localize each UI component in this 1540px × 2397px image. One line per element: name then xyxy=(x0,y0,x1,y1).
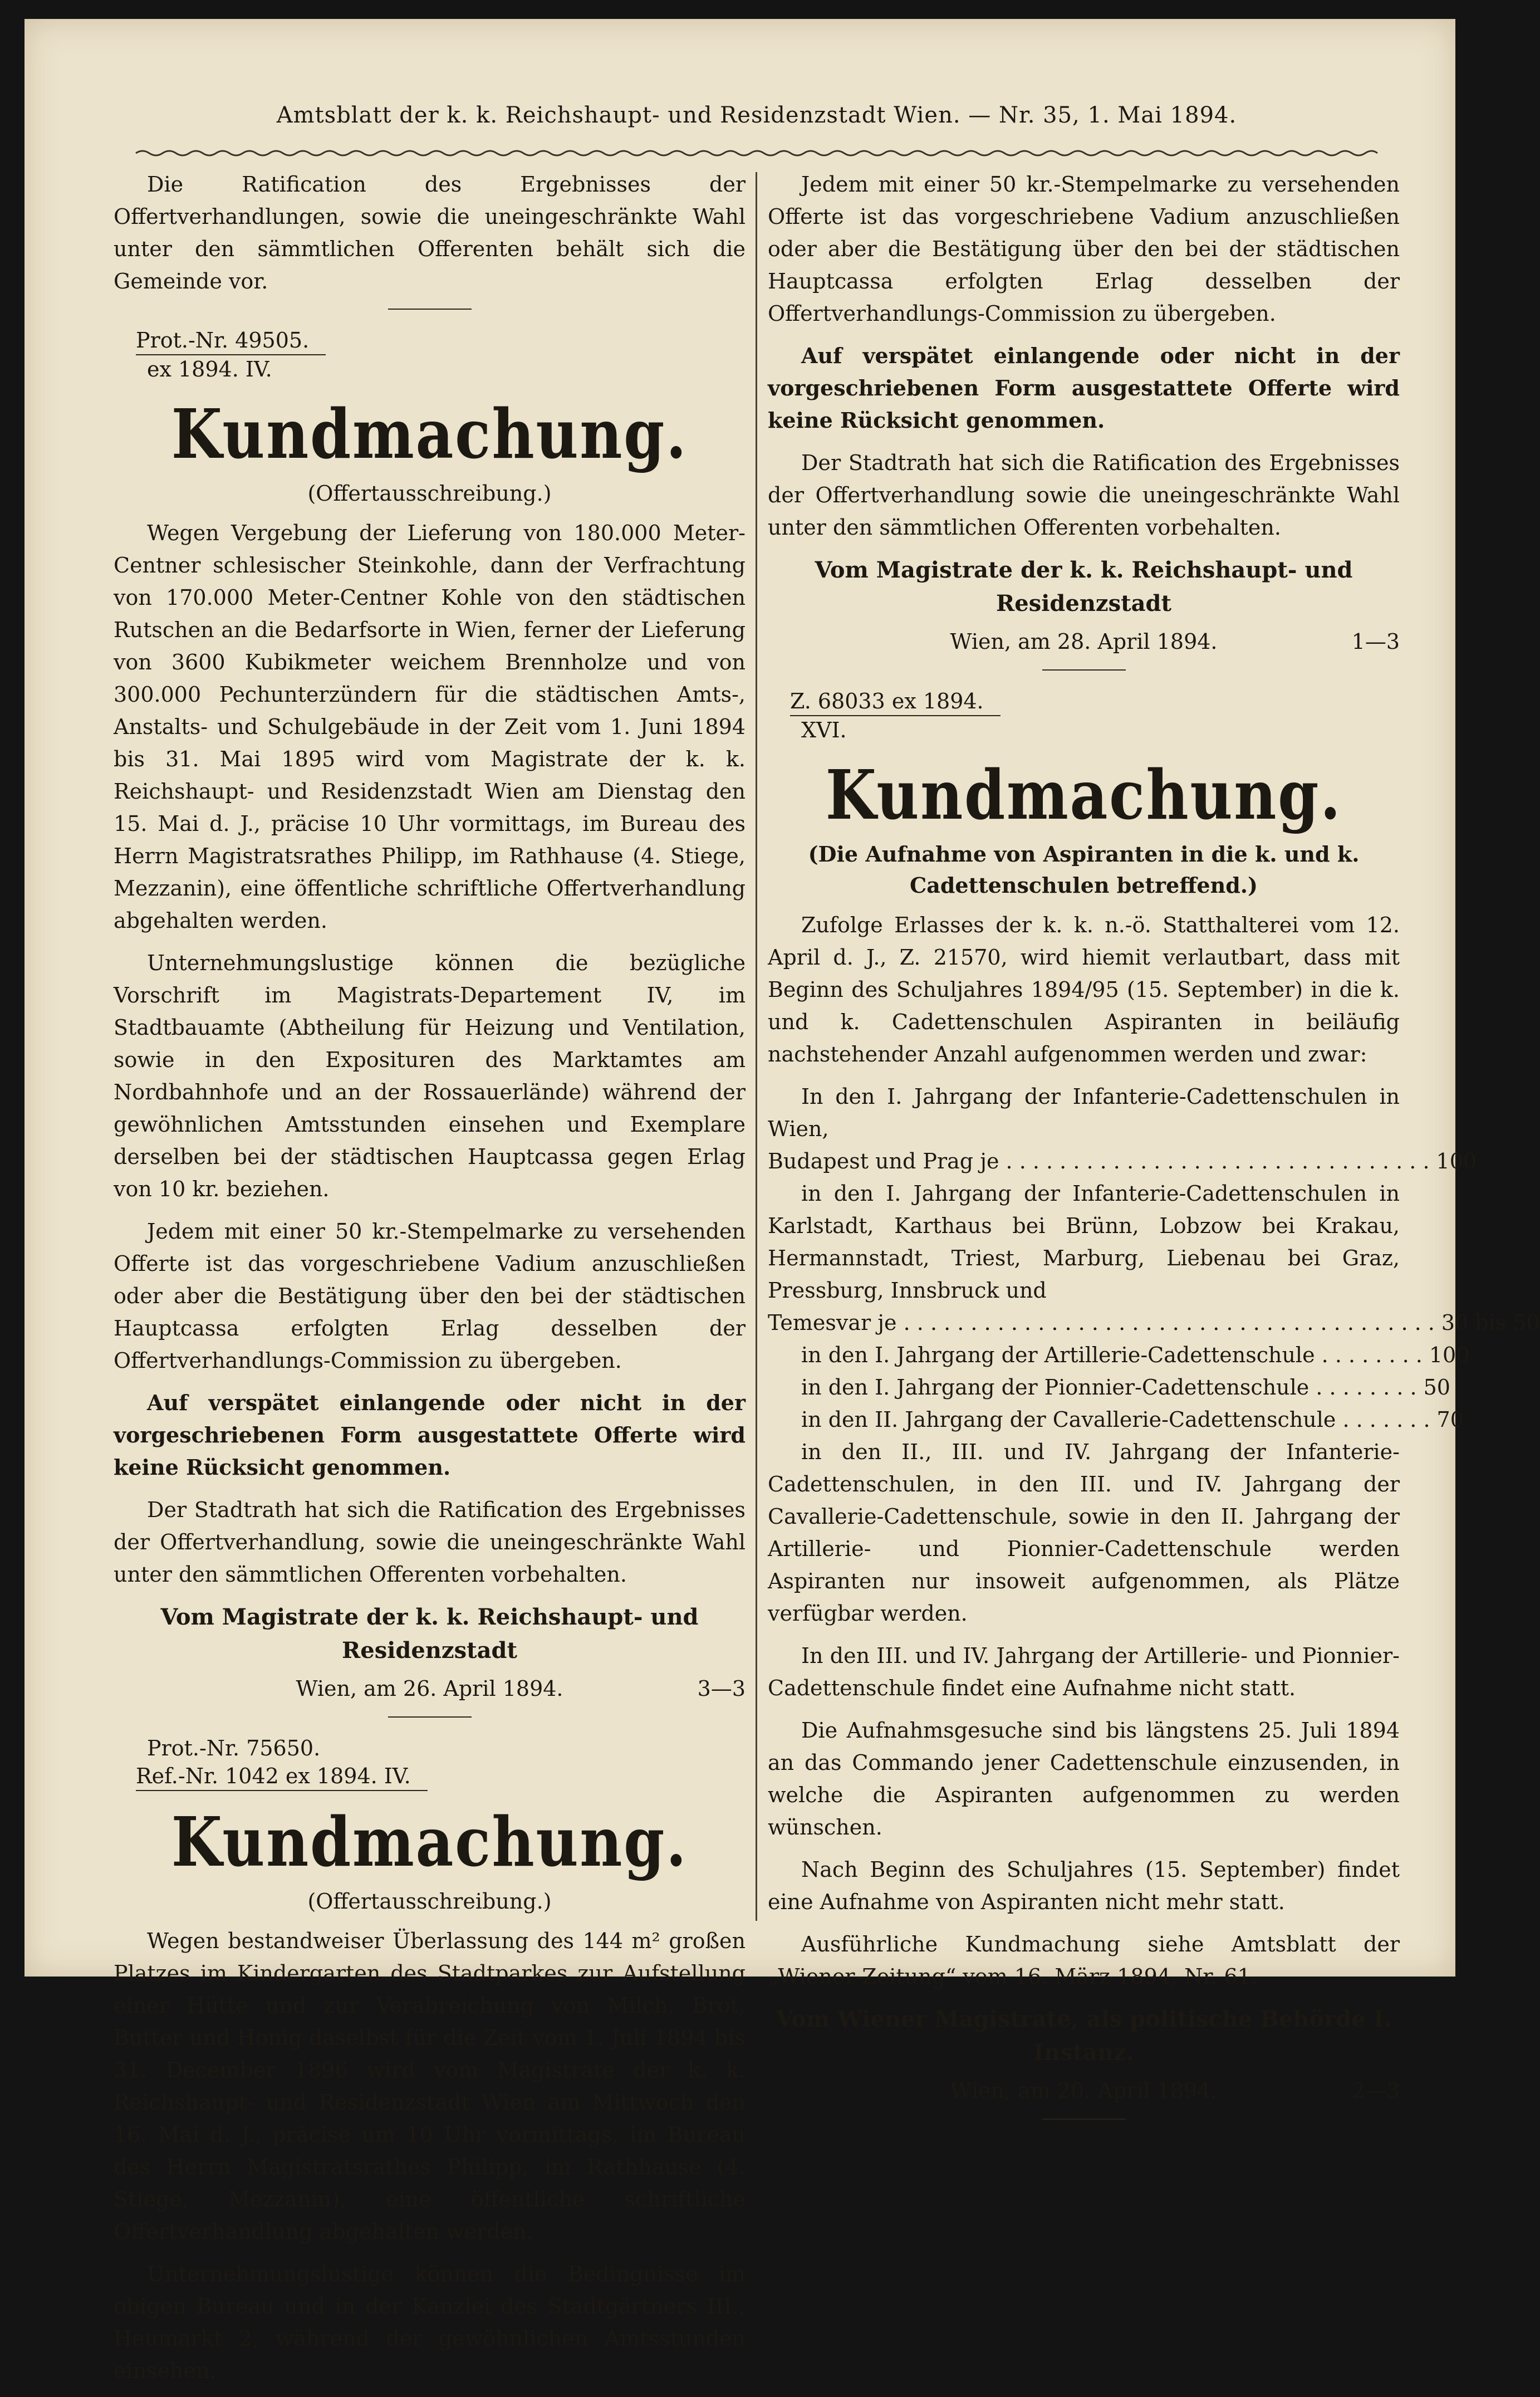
quota-label: in den I. Jahrgang der Artillerie-Cadettenschule . . . . . . . . xyxy=(801,1343,1423,1367)
notice-title: Kundmachung. xyxy=(825,755,1342,835)
notice-paragraph: Unternehmungslustige können die Bedingnisse im obigen Bureau und in der Kanzlei des Stadtgärtners III., Heumarkt 2, während der gewöhnlichen Amtsstunden einsehen. xyxy=(114,2262,746,2383)
notice-subtitle: (Offertausschreibung.) xyxy=(307,481,552,506)
separator xyxy=(1042,669,1126,671)
insertion-number: 3—3 xyxy=(697,1676,746,1701)
quota-label: in den II. Jahrgang der Cavallerie-Cadettenschule . . . . . . . xyxy=(801,1407,1430,1432)
notice-paragraph: Zufolge Erlasses der k. k. n.-ö. Statthalterei vom 12. April d. J., Z. 21570, wird hiemit verlautbart, dass mit Beginn des Schuljahres 1894/95 (15. September) in die k. und k. Cadettenschulen Aspiranten in beiläufig nachstehender Anzahl aufgenommen werden und zwar: xyxy=(768,913,1400,1067)
quota-value: 70 xyxy=(1436,1407,1464,1432)
quota-row xyxy=(768,1145,1477,1177)
notice-paragraph: In den I. Jahrgang der Infanterie-Cadettenschulen in Wien, xyxy=(768,1084,1400,1141)
separator xyxy=(388,309,472,310)
notice-paragraph: Unternehmungslustige können die bezügliche Vorschrift im Magistrats-Departement IV, im Stadtbauamte (Abtheilung für Heizung und Ventilation, sowie in den Exposituren des Marktamtes am Nordbahnhofe und an der Rossauerlände) während der gewöhnlichen Amtsstunden einsehen und Exemplare derselben bei der städtischen Hauptcassa gegen Erlag von 10 kr. beziehen. xyxy=(114,951,746,1201)
quota-row xyxy=(768,1371,1450,1403)
quota-row xyxy=(768,1403,1464,1436)
notice-paragraph: Jedem mit einer 50 kr.-Stempelmarke zu versehenden Offerte ist das vorgeschriebene Vadium anzuschließen oder aber die Bestätigung über den bei der städtischen Hauptcassa erfolgten Erlag desselben der Offertverhandlungs-Commission zu übergeben. xyxy=(114,1219,746,1373)
notice-paragraph: Die Aufnahmsgesuche sind bis längstens 25. Juli 1894 an das Commando jener Cadettenschule einzusenden, in welche die Aspiranten aufgenommen zu werden wünschen. xyxy=(768,1718,1400,1840)
ref-number: Ref.-Nr. 1042 ex 1894. IV. xyxy=(136,1762,428,1791)
place-date-text: Wien, am 28. April 1894. xyxy=(950,629,1218,654)
intro-paragraph: Die Ratification des Ergebnisses der Offertverhandlungen, sowie die uneingeschränkte Wahl unter den sämmtlichen Offerenten behält sich die Gemeinde vor. xyxy=(114,172,746,293)
notice-paragraph: Ausführliche Kundmachung siehe Amtsblatt der „Wiener-Zeitung“ vom 16. März 1894, Nr. 61. xyxy=(768,1932,1400,1989)
prot-number: Prot.-Nr. 49505. xyxy=(136,326,326,355)
place-date xyxy=(768,2074,1400,2107)
quota-value: 30 bis 50 xyxy=(1441,1310,1540,1335)
notice-paragraph: Der Stadtrath hat sich die Ratification des Ergebnisses der Offertverhandlung, sowie die uneingeschränkte Wahl unter den sämmtlichen Offerenten vorbehalten. xyxy=(114,1498,746,1587)
notice-subtitle: (Die Aufnahme von Aspiranten in die k. und k. Cadettenschulen betreffend.) xyxy=(808,842,1360,898)
notice-paragraph: Jedem mit einer 50 kr.-Stempelmarke zu versehenden Offerte ist das vorgeschriebene Vadium anzuschließen oder aber die Bestätigung über den bei der städtischen Hauptcassa erfolgten Erlag desselben der Offertverhandlungs-Commission zu übergeben. xyxy=(768,172,1400,326)
notice-paragraph: Nach Beginn des Schuljahres (15. September) findet eine Aufnahme von Aspiranten nicht mehr statt. xyxy=(768,1857,1400,1914)
notice-paragraph: Wegen Vergebung der Lieferung von 180.000 Meter-Centner schlesischer Steinkohle, dann der Verfrachtung von 170.000 Meter-Centner Kohle von den städtischen Rutschen an die Bedarfsorte in Wien, ferner der Lieferung von 3600 Kubikmeter weichem Brennholze und von 300.000 Pechunterzündern für die städtischen Amts-, Anstalts- und Schulgebäude in der Zeit vom 1. Juni 1894 bis 31. Mai 1895 wird vom Magistrate der k. k. Reichshaupt- und Residenzstadt Wien am Dienstag den 15. Mai d. J., präcise 10 Uhr vormittags, im Bureau des Herrn Magistratsrathes Philipp, im Rathhause (4. Stiege, Mezzanin), eine öffentliche schriftliche Offertverhandlung abgehalten werden. xyxy=(114,521,746,933)
quota-value: 100 xyxy=(1429,1343,1470,1367)
notice-paragraph: Auf verspätet einlangende oder nicht in der vorgeschriebenen Form ausgestattete Offerte wird keine Rücksicht genommen. xyxy=(114,1390,746,1480)
notice-cadet-schools xyxy=(768,687,1540,2120)
running-title: Amtsblatt der k. k. Reichshaupt- und Residenzstadt Wien. — Nr. 35, 1. Mai 1894. xyxy=(276,102,1237,128)
quota-value: 50 xyxy=(1423,1375,1450,1400)
quota-label: Budapest und Prag je . . . . . . . . . . . . . . . . . . . . . . . . . . . . . . . . xyxy=(768,1149,1430,1173)
insertion-number: 2—3 xyxy=(1351,2078,1400,2103)
separator xyxy=(1042,2119,1126,2120)
separator xyxy=(388,1716,472,1718)
prot-number: Prot.-Nr. 75650. xyxy=(147,1736,321,1760)
place-date-text: Wien, am 20. April 1894. xyxy=(950,2078,1218,2103)
quota-label: Temesvar je . . . . . . . . . . . . . . . . . . . . . . . . . . . . . . . . . . . . . . . . xyxy=(768,1310,1435,1335)
notice-paragraph: in den II., III. und IV. Jahrgang der Infanterie-Cadettenschulen, in den III. und IV. Jahrgang der Cavallerie-Cadettenschule, sowie in den II. Jahrgang der Artillerie- und Pionnier-Cadettenschule werden Aspiranten nur insoweit aufgenommen, als Plätze verfügbar werden. xyxy=(768,1440,1400,1626)
notice-coal xyxy=(114,326,746,1705)
notice-paragraph: Auf verspätet einlangende oder nicht in der vorgeschriebenen Form ausgestattete Offerte wird keine Rücksicht genommen. xyxy=(768,343,1400,433)
notice-paragraph: In den III. und IV. Jahrgang der Artillerie- und Pionnier-Cadettenschule findet eine Aufnahme nicht statt. xyxy=(768,1643,1400,1700)
column-divider xyxy=(756,172,757,1921)
quota-row xyxy=(768,1339,1470,1371)
place-date xyxy=(114,1672,746,1705)
quota-value: 100 xyxy=(1436,1149,1477,1173)
notice-paragraph: Der Stadtrath hat sich die Ratification des Ergebnisses der Offertverhandlung sowie die uneingeschränkte Wahl unter den sämmtlichen Offerenten vorbehalten. xyxy=(768,451,1400,540)
notice-paragraph: in den I. Jahrgang der Infanterie-Cadettenschulen in Karlstadt, Karthaus bei Brünn, Lobzow bei Krakau, Hermannstadt, Triest, Marburg, Liebenau bei Graz, Pressburg, Innsbruck und xyxy=(768,1181,1400,1303)
signature: Vom Magistrate der k. k. Reichshaupt- und Residenzstadt xyxy=(160,1604,699,1664)
ref-number-section: XVI. xyxy=(801,718,847,742)
right-column xyxy=(768,168,1540,2136)
insertion-number: 1—3 xyxy=(1351,629,1400,654)
ref-number: Z. 68033 ex 1894. xyxy=(790,687,1000,716)
signature: Vom Wiener Magistrate, als politische Behörde I. Instanz. xyxy=(776,2006,1392,2066)
running-header xyxy=(136,102,1377,169)
notice-title: Kundmachung. xyxy=(171,394,688,474)
page xyxy=(24,19,1540,2383)
quota-label: in den I. Jahrgang der Pionnier-Cadettenschule . . . . . . . . xyxy=(801,1375,1417,1400)
notice-paragraph: Wegen bestandweiser Überlassung des 144 m² großen Platzes im Kindergarten des Stadtparkes zur Aufstellung einer Hütte und zur Verabreichung von Milch, Brot, Butter und Honig daselbst für die Zeit vom 1. Juli 1894 bis 31. December 1896 wird vom Magistrate der k. k. Reichshaupt- und Residenzstadt Wien am Mittwoch den 16. Mai d. J., präcise um 10 Uhr vormittags, im Bureau des Herrn Magistratsrathes Philipp, im Rathhause (4. Stiege, Mezzanin), eine öffentliche schriftliche Offertverhandlung abgehalten werden. xyxy=(114,1929,746,2244)
notice-subtitle: (Offertausschreibung.) xyxy=(307,1889,552,1914)
place-date-text: Wien, am 26. April 1894. xyxy=(296,1676,563,1701)
quota-row xyxy=(768,1307,1540,1339)
place-date xyxy=(768,625,1400,658)
signature: Vom Magistrate der k. k. Reichshaupt- und Residenzstadt xyxy=(815,557,1353,617)
prot-ex: ex 1894. IV. xyxy=(147,357,272,381)
notice-milk-hut xyxy=(114,1734,746,2387)
left-column xyxy=(114,168,746,2397)
notice-title: Kundmachung. xyxy=(171,1802,688,1882)
wavy-rule xyxy=(136,147,1377,159)
